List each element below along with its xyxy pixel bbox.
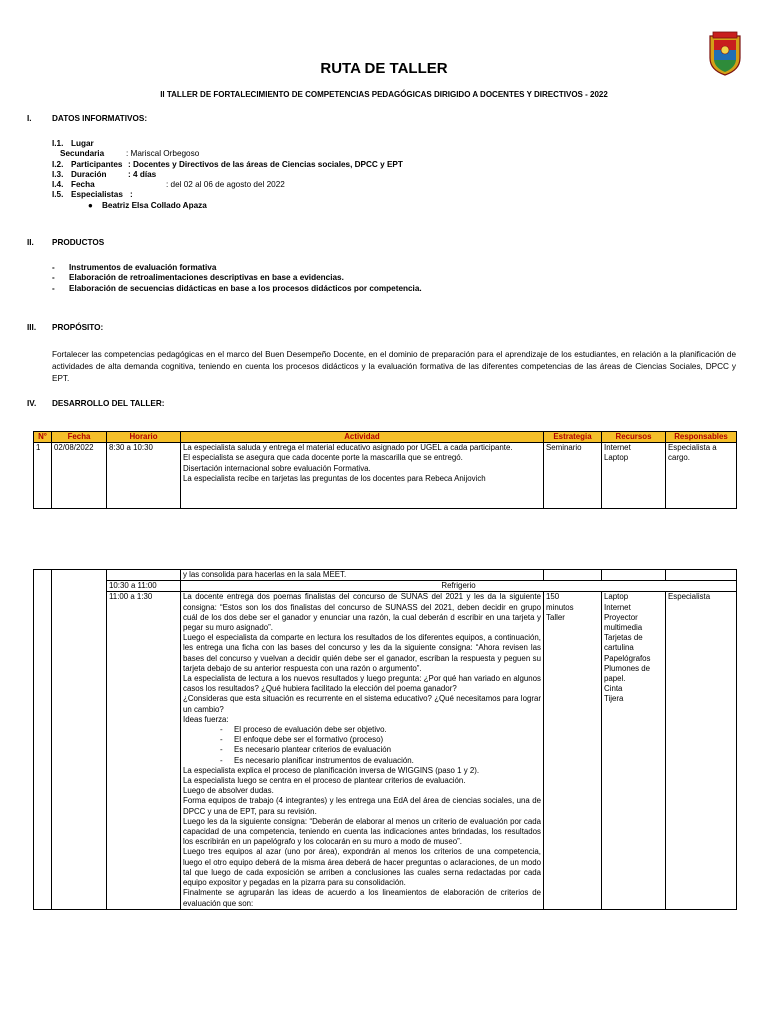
especialista-name: Beatriz Elsa Collado Apaza — [102, 200, 207, 210]
info-list — [52, 139, 452, 211]
activity-paragraph: La especialista luego se centra en el proceso de plantear criterios de evaluación. — [183, 776, 466, 786]
resource-item: cartulina — [604, 643, 634, 653]
activity-line: La especialista saluda y entrega el material educativo asignado por UGEL a cada participante. — [183, 443, 513, 453]
row-time: 8:30 a 10:30 — [107, 443, 181, 509]
row-activity — [181, 592, 544, 909]
activity-paragraph: Ideas fuerza: — [183, 714, 229, 724]
key-idea-item: - El proceso de evaluación debe ser objetivo. — [220, 725, 541, 735]
info-fecha-value: : del 02 al 06 de agosto del 2022 — [166, 180, 285, 190]
info-secundaria-label: Secundaria — [60, 149, 105, 159]
strategy-line: 150 — [546, 592, 560, 602]
break-time: 10:30 a 11:00 — [107, 581, 181, 592]
resource-item: Cinta — [604, 684, 623, 694]
activity-paragraph: ¿Consideras que esta situación es recurrente en el sistema educativo? ¿Qué necesitamos para lograr un cambio? — [183, 694, 541, 714]
row-responsible-cell — [666, 570, 737, 581]
section-1-title: DATOS INFORMATIVOS: — [52, 114, 148, 123]
info-especialistas-label: Especialistas — [71, 190, 123, 200]
schedule-table — [33, 431, 737, 509]
section-1-number: I. — [27, 114, 32, 123]
schedule-table-continued — [33, 569, 737, 910]
row-strategy — [544, 592, 602, 909]
row-number-cell — [34, 570, 52, 910]
info-duracion-num: I.3. — [52, 169, 64, 179]
section-2-number: II. — [27, 238, 34, 247]
resource-item: Laptop — [604, 592, 629, 602]
row-strategy-cell — [544, 570, 602, 581]
activity-paragraph: La especialista explica el proceso de planificación inversa de WIGGINS (paso 1 y 2). — [183, 765, 480, 775]
info-fecha-label: Fecha — [71, 180, 95, 190]
info-secundaria-value: : Mariscal Orbegoso — [126, 149, 200, 159]
row-strategy: Seminario — [544, 443, 602, 509]
info-duracion — [52, 170, 452, 180]
row-time-cell — [107, 570, 181, 581]
header-cell: N° — [34, 432, 52, 443]
info-fecha-num: I.4. — [52, 180, 64, 190]
resource-item: Laptop — [604, 453, 629, 463]
product-item: - Instrumentos de evaluación formativa — [52, 263, 652, 273]
section-2-title: PRODUCTOS — [52, 238, 105, 247]
activity-paragraph: Forma equipos de trabajo (4 integrantes) y les entrega una EdA del área de ciencias sociales, una de DPCC y una de EPT, para su revisión. — [183, 796, 541, 816]
activity-line: Disertación internacional sobre evaluación Formativa. — [183, 463, 371, 473]
document-subtitle: II TALLER DE FORTALECIMIENTO DE COMPETENCIAS PEDAGÓGICAS DIRIGIDO A DOCENTES Y DIRECTIVOS - 2022 — [160, 90, 608, 99]
info-duracion-label: Duración — [71, 169, 107, 179]
key-idea-item: - Es necesario planificar instrumentos de evaluación. — [220, 756, 541, 766]
header-cell: Estrategia — [544, 432, 602, 443]
resource-item: Papelógrafos — [604, 653, 651, 663]
row-resources-cell — [602, 570, 666, 581]
section-4-number: IV. — [27, 399, 37, 408]
product-item: - Elaboración de secuencias didácticas en base a los procesos didácticos por competencia. — [52, 284, 652, 294]
section-4-title: DESARROLLO DEL TALLER: — [52, 399, 165, 408]
strategy-line: minutos — [546, 602, 574, 612]
row-resources — [602, 443, 666, 509]
purpose-paragraph: Fortalecer las competencias pedagógicas en el marco del Buen Desempeño Docente, en el dominio de preparación para el aprendizaje de los estudiantes, en relación a la planificación de actividades de alta demanda cognitiva, teniendo en cuenta los procesos didácticos y la evaluación formativa de las diferentes competencias de las áreas de Ciencias Sociales, DPCC y EPT. — [52, 350, 736, 383]
table-header-row — [34, 432, 737, 443]
products-list — [52, 263, 652, 294]
info-participantes-num: I.2. — [52, 159, 64, 169]
header-cell: Fecha — [52, 432, 107, 443]
resource-item: Tijera — [604, 694, 624, 704]
info-participantes-value: : Docentes y Directivos de las áreas de Ciencias sociales, DPCC y EPT — [128, 159, 403, 169]
info-lugar-num: I.1. — [52, 139, 64, 148]
info-especialistas-value: : — [130, 190, 133, 200]
info-participantes — [52, 160, 452, 170]
header-cell: Recursos — [602, 432, 666, 443]
key-idea-item: - Es necesario plantear criterios de evaluación — [220, 745, 541, 755]
activity-paragraph: La docente entrega dos poemas finalistas del concurso de SUNAS del 2021 y les da la siguiente consigna: “Estos son los dos finalistas del concurso de SUNASS del 2021, deben decidir en grupo cuál de los dos debe ser el ganador y enunciar una razón, la cual deberán d escribir en una tarjeta y pegar su muro asignado”. — [183, 592, 541, 633]
resource-item: Internet — [604, 602, 631, 612]
product-item: - Elaboración de retroalimentaciones descriptivas en base a evidencias. — [52, 273, 652, 283]
activity-line: La especialista recibe en tarjetas las preguntas de los docentes para Rebeca Anijovich — [183, 473, 486, 483]
info-participantes-label: Participantes — [71, 159, 123, 169]
row-responsible: Especialista — [666, 592, 737, 909]
row-activity — [181, 443, 544, 509]
section-3-number: III. — [27, 323, 37, 332]
document-title: RUTA DE TALLER — [320, 60, 448, 77]
resource-item: Plumones de — [604, 663, 651, 673]
resource-item: Tarjetas de — [604, 633, 643, 643]
row-resources — [602, 592, 666, 909]
activity-paragraph: Luego el especialista da comparte en lectura los resultados de los diferentes equipos, a continuación, les entrega una ficha con las bases del concurso y les da la siguiente consigna: “Ahora revisen las bases del concurso y vuelvan a decidir quién debe ser el ganador, escriban la respuesta y peguen su tarjeta debajo de su anterior respuesta con una razón o argumento”. — [183, 633, 541, 673]
info-especialistas — [52, 190, 452, 200]
row-date-cell — [52, 570, 107, 910]
info-secundaria — [52, 149, 452, 159]
resource-item: Internet — [604, 443, 631, 453]
info-duracion-value: : 4 días — [128, 169, 157, 179]
bullet-icon: ● — [88, 200, 93, 210]
key-idea-item: - El enfoque debe ser el formativo (proceso) — [220, 735, 541, 745]
row-number: 1 — [34, 443, 52, 509]
info-especialista-name — [52, 201, 452, 211]
table-row — [34, 443, 737, 509]
activity-paragraph: La especialista de lectura a los nuevos resultados y luego pregunta: ¿Por qué han variado en algunos casos los resultados? ¿Qué hubiera facilitado la elección del poema ganador? — [183, 674, 541, 694]
table-row — [34, 592, 737, 909]
row-time: 11:00 a 1:30 — [107, 592, 181, 909]
info-lugar-label: Lugar — [71, 139, 94, 148]
activity-paragraph: Finalmente se agruparán las ideas de acuerdo a los lineamientos de elaboración de criterios de evaluación que son: — [183, 888, 541, 908]
activity-paragraph: Luego de absolver dudas. — [183, 786, 274, 796]
row-responsible: Especialista a cargo. — [666, 443, 737, 509]
table-row — [34, 570, 737, 581]
header-cell: Horario — [107, 432, 181, 443]
row-date: 02/08/2022 — [52, 443, 107, 509]
section-3-title: PROPÓSITO: — [52, 323, 104, 332]
header-cell: Responsables — [666, 432, 737, 443]
header-cell: Actividad — [181, 432, 544, 443]
resource-item: Proyector — [604, 612, 638, 622]
info-lugar — [52, 139, 452, 149]
strategy-line: Taller — [546, 612, 565, 622]
resource-item: multimedia — [604, 623, 643, 633]
activity-paragraph: Luego tres equipos al azar (uno por área), expondrán al menos los criterios de una competencia, luego el otro equipo deberá de la misma área deberá de hacer preguntas o aclaraciones, de un modo tal que luego de cada exposición se arriben a conclusiones las cuales serna redactadas por cada equipo expositor y pegadas en la pizarra para su consolidación. — [183, 847, 541, 888]
row-activity-continued: y las consolida para hacerlas en la sala MEET. — [181, 570, 544, 581]
key-ideas-list — [183, 725, 541, 766]
activity-paragraph: Luego les da la siguiente consigna: “Deberán de elaborar al menos un criterio de evaluación por cada capacidad de una competencia, teniendo en cuenta las indicaciones antes brindadas, los resultados los escribirán en un papelógrafo y los colocarán en su muro a modo de museo”. — [183, 816, 541, 847]
break-label: Refrigerio — [181, 581, 737, 592]
resource-item: papel. — [604, 674, 626, 684]
info-fecha — [52, 180, 452, 190]
table-row-break — [34, 581, 737, 592]
info-especialistas-num: I.5. — [52, 190, 64, 200]
activity-line: El especialista se asegura que cada docente porte la mascarilla que se entregó. — [183, 453, 463, 463]
